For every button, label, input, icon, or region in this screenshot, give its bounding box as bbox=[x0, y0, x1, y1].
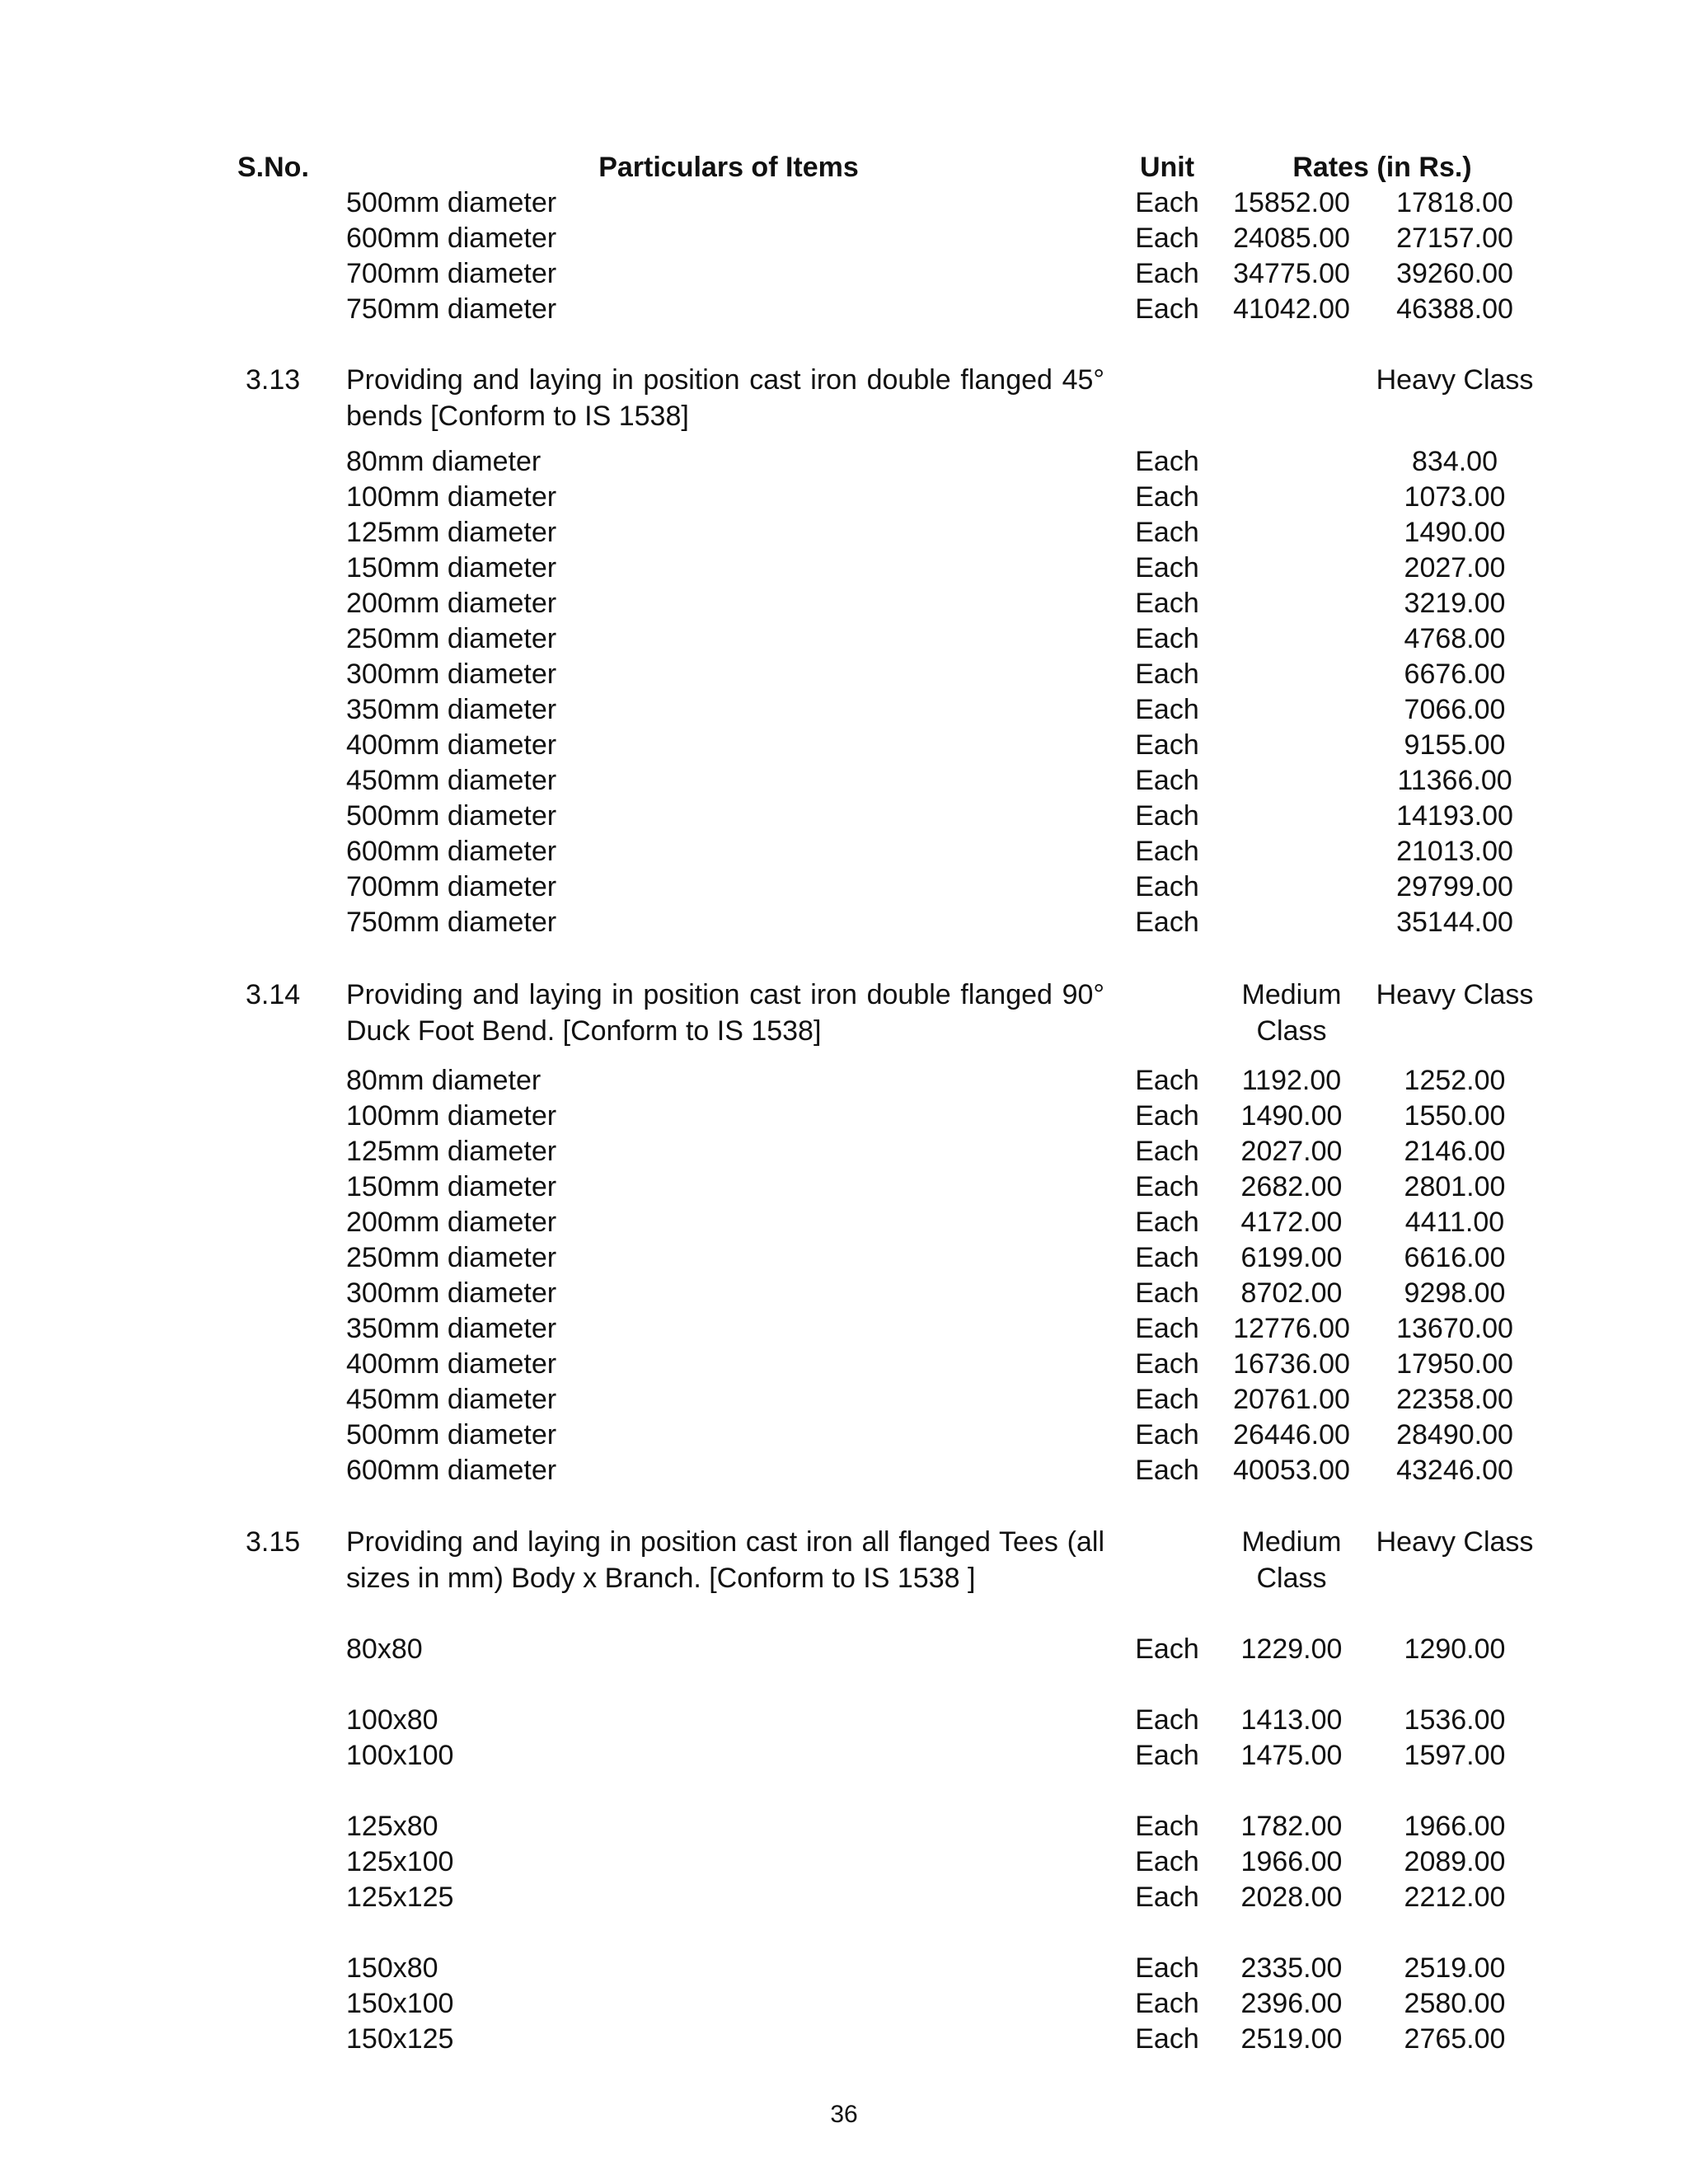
header-sno: S.No. bbox=[237, 152, 309, 183]
item-description: Providing and laying in position cast iron double flanged 90° Duck Foot Bend. [Conform to IS 1538] bbox=[346, 979, 1104, 1047]
row-rate-heavy: 7066.00 bbox=[1404, 694, 1506, 725]
row-unit: Each bbox=[1135, 258, 1199, 289]
row-rate-heavy: 6616.00 bbox=[1404, 1242, 1506, 1273]
row-unit: Each bbox=[1135, 1242, 1199, 1273]
row-unit: Each bbox=[1135, 1348, 1199, 1380]
row-unit: Each bbox=[1135, 1313, 1199, 1344]
table-row bbox=[0, 1381, 1688, 1418]
row-rate-medium: 15852.00 bbox=[1233, 187, 1350, 218]
row-unit: Each bbox=[1135, 1811, 1199, 1842]
row-unit: Each bbox=[1135, 1704, 1199, 1736]
row-rate-heavy: 4411.00 bbox=[1404, 1207, 1505, 1238]
row-unit: Each bbox=[1135, 2023, 1199, 2055]
row-description: 750mm diameter bbox=[346, 907, 557, 938]
row-unit: Each bbox=[1135, 1740, 1199, 1771]
row-rate-heavy: 17950.00 bbox=[1396, 1348, 1513, 1380]
row-description: 300mm diameter bbox=[346, 1277, 557, 1309]
table-row bbox=[0, 904, 1688, 940]
row-rate-medium: 24085.00 bbox=[1233, 223, 1350, 254]
row-description: 200mm diameter bbox=[346, 588, 557, 619]
row-description: 150x80 bbox=[346, 1952, 438, 1984]
row-unit: Each bbox=[1135, 1419, 1199, 1451]
row-unit: Each bbox=[1135, 1136, 1199, 1167]
row-rate-medium: 2027.00 bbox=[1240, 1136, 1343, 1167]
row-rate-heavy: 43246.00 bbox=[1396, 1455, 1513, 1486]
row-rate-medium: 20761.00 bbox=[1233, 1384, 1350, 1415]
row-rate-heavy: 2027.00 bbox=[1404, 552, 1506, 583]
row-rate-heavy: 28490.00 bbox=[1396, 1419, 1513, 1451]
row-unit: Each bbox=[1135, 623, 1199, 654]
row-rate-heavy: 17818.00 bbox=[1396, 187, 1513, 218]
row-rate-medium: 34775.00 bbox=[1233, 258, 1350, 289]
row-unit: Each bbox=[1135, 729, 1199, 761]
row-description: 80mm diameter bbox=[346, 446, 542, 477]
row-unit: Each bbox=[1135, 552, 1199, 583]
table-row bbox=[0, 727, 1688, 763]
row-description: 500mm diameter bbox=[346, 1419, 557, 1451]
row-unit: Each bbox=[1135, 1952, 1199, 1984]
row-rate-medium: 1413.00 bbox=[1240, 1704, 1343, 1736]
row-description: 600mm diameter bbox=[346, 1455, 557, 1486]
row-unit: Each bbox=[1135, 694, 1199, 725]
item-heading bbox=[0, 1524, 1688, 1596]
row-rate-medium: 2335.00 bbox=[1240, 1952, 1343, 1984]
row-description: 125mm diameter bbox=[346, 1136, 557, 1167]
row-description: 600mm diameter bbox=[346, 223, 557, 254]
table-row bbox=[0, 550, 1688, 586]
row-rate-medium: 41042.00 bbox=[1233, 293, 1350, 325]
item-number: 3.15 bbox=[246, 1526, 301, 1558]
row-description: 700mm diameter bbox=[346, 871, 557, 902]
table-row bbox=[0, 585, 1688, 621]
row-unit: Each bbox=[1135, 187, 1199, 218]
table-row bbox=[0, 1737, 1688, 1774]
row-rate-heavy: 46388.00 bbox=[1396, 293, 1513, 325]
row-description: 125x125 bbox=[346, 1882, 454, 1913]
row-rate-medium: 1782.00 bbox=[1240, 1811, 1343, 1842]
row-description: 80mm diameter bbox=[346, 1065, 542, 1096]
table-header bbox=[0, 149, 1688, 185]
row-description: 250mm diameter bbox=[346, 1242, 557, 1273]
row-rate-heavy: 2765.00 bbox=[1404, 2023, 1506, 2055]
row-description: 700mm diameter bbox=[346, 258, 557, 289]
row-rate-heavy: 1252.00 bbox=[1404, 1065, 1506, 1096]
table-row bbox=[0, 1879, 1688, 1915]
row-rate-heavy: 21013.00 bbox=[1396, 836, 1513, 867]
row-description: 200mm diameter bbox=[346, 1207, 557, 1238]
row-unit: Each bbox=[1135, 481, 1199, 513]
row-description: 400mm diameter bbox=[346, 1348, 557, 1380]
table-row bbox=[0, 1062, 1688, 1099]
row-rate-medium: 2396.00 bbox=[1240, 1988, 1343, 2019]
table-row bbox=[0, 1098, 1688, 1134]
column-label-medium: Medium Class bbox=[1241, 1526, 1342, 1594]
row-rate-heavy: 834.00 bbox=[1412, 446, 1498, 477]
item-number: 3.13 bbox=[246, 364, 301, 396]
table-row bbox=[0, 1950, 1688, 1986]
row-unit: Each bbox=[1135, 1207, 1199, 1238]
row-description: 600mm diameter bbox=[346, 836, 557, 867]
row-unit: Each bbox=[1135, 836, 1199, 867]
row-rate-medium: 1966.00 bbox=[1240, 1846, 1343, 1877]
row-description: 500mm diameter bbox=[346, 187, 557, 218]
header-rates: Rates (in Rs.) bbox=[1292, 152, 1472, 183]
row-description: 100mm diameter bbox=[346, 481, 557, 513]
row-unit: Each bbox=[1135, 1100, 1199, 1132]
row-rate-medium: 16736.00 bbox=[1233, 1348, 1350, 1380]
row-description: 80x80 bbox=[346, 1633, 423, 1665]
table-row bbox=[0, 691, 1688, 728]
column-label-heavy: Heavy Class bbox=[1376, 364, 1534, 396]
item-number: 3.14 bbox=[246, 979, 301, 1010]
row-rate-medium: 1475.00 bbox=[1240, 1740, 1343, 1771]
table-row bbox=[0, 514, 1688, 551]
table-row bbox=[0, 1844, 1688, 1880]
item-heading bbox=[0, 362, 1688, 434]
row-description: 150mm diameter bbox=[346, 1171, 557, 1202]
row-unit: Each bbox=[1135, 800, 1199, 832]
row-unit: Each bbox=[1135, 223, 1199, 254]
row-rate-heavy: 11366.00 bbox=[1397, 765, 1512, 796]
row-rate-heavy: 1550.00 bbox=[1404, 1100, 1506, 1132]
row-description: 150mm diameter bbox=[346, 552, 557, 583]
table-row bbox=[0, 1133, 1688, 1169]
row-description: 100mm diameter bbox=[346, 1100, 557, 1132]
row-description: 350mm diameter bbox=[346, 694, 557, 725]
page-number: 36 bbox=[830, 2101, 858, 2128]
row-rate-heavy: 2580.00 bbox=[1404, 1988, 1506, 2019]
row-description: 500mm diameter bbox=[346, 800, 557, 832]
row-rate-heavy: 9298.00 bbox=[1404, 1277, 1506, 1309]
table-row bbox=[0, 1275, 1688, 1311]
row-description: 125x80 bbox=[346, 1811, 438, 1842]
row-unit: Each bbox=[1135, 293, 1199, 325]
table-row bbox=[0, 2021, 1688, 2057]
row-rate-heavy: 13670.00 bbox=[1396, 1313, 1513, 1344]
table-row bbox=[0, 1240, 1688, 1276]
row-rate-heavy: 6676.00 bbox=[1404, 658, 1506, 690]
row-rate-heavy: 2089.00 bbox=[1404, 1846, 1506, 1877]
row-unit: Each bbox=[1135, 765, 1199, 796]
row-rate-heavy: 3219.00 bbox=[1404, 588, 1506, 619]
row-rate-heavy: 39260.00 bbox=[1396, 258, 1513, 289]
row-description: 125mm diameter bbox=[346, 517, 557, 548]
row-rate-medium: 6199.00 bbox=[1240, 1242, 1343, 1273]
row-unit: Each bbox=[1135, 658, 1199, 690]
table-row bbox=[0, 1452, 1688, 1488]
table-row bbox=[0, 798, 1688, 834]
row-description: 250mm diameter bbox=[346, 623, 557, 654]
table-row bbox=[0, 1169, 1688, 1205]
row-rate-medium: 12776.00 bbox=[1233, 1313, 1350, 1344]
row-description: 350mm diameter bbox=[346, 1313, 557, 1344]
item-heading bbox=[0, 977, 1688, 1049]
table-row bbox=[0, 656, 1688, 692]
row-unit: Each bbox=[1135, 517, 1199, 548]
row-description: 450mm diameter bbox=[346, 1384, 557, 1415]
row-rate-heavy: 9155.00 bbox=[1404, 729, 1506, 761]
item-description: Providing and laying in position cast iron all flanged Tees (all sizes in mm) Body x Branch. [Conform to IS 1538 ] bbox=[346, 1526, 1104, 1594]
row-rate-medium: 2519.00 bbox=[1240, 2023, 1343, 2055]
table-row bbox=[0, 1346, 1688, 1382]
row-unit: Each bbox=[1135, 1384, 1199, 1415]
table-row bbox=[0, 220, 1688, 256]
row-unit: Each bbox=[1135, 1988, 1199, 2019]
table-row bbox=[0, 1702, 1688, 1738]
row-unit: Each bbox=[1135, 588, 1199, 619]
header-unit: Unit bbox=[1139, 152, 1195, 183]
row-rate-heavy: 1490.00 bbox=[1404, 517, 1506, 548]
row-description: 150x125 bbox=[346, 2023, 454, 2055]
table-row bbox=[0, 1204, 1688, 1240]
row-unit: Each bbox=[1135, 1065, 1199, 1096]
row-unit: Each bbox=[1135, 446, 1199, 477]
row-description: 125x100 bbox=[346, 1846, 454, 1877]
row-unit: Each bbox=[1135, 1882, 1199, 1913]
row-rate-medium: 1229.00 bbox=[1240, 1633, 1343, 1665]
row-rate-medium: 4172.00 bbox=[1240, 1207, 1343, 1238]
row-description: 100x80 bbox=[346, 1704, 438, 1736]
row-description: 450mm diameter bbox=[346, 765, 557, 796]
row-rate-heavy: 2801.00 bbox=[1404, 1171, 1506, 1202]
row-rate-heavy: 2519.00 bbox=[1404, 1952, 1506, 1984]
row-unit: Each bbox=[1135, 1455, 1199, 1486]
table-row bbox=[0, 1310, 1688, 1347]
row-rate-heavy: 1536.00 bbox=[1404, 1704, 1506, 1736]
table-row bbox=[0, 621, 1688, 657]
column-label-heavy: Heavy Class bbox=[1376, 979, 1534, 1010]
row-unit: Each bbox=[1135, 1633, 1199, 1665]
row-description: 100x100 bbox=[346, 1740, 454, 1771]
row-rate-medium: 26446.00 bbox=[1233, 1419, 1350, 1451]
row-rate-heavy: 2212.00 bbox=[1404, 1882, 1506, 1913]
table-row bbox=[0, 1808, 1688, 1844]
row-rate-heavy: 1966.00 bbox=[1404, 1811, 1506, 1842]
row-rate-medium: 1490.00 bbox=[1240, 1100, 1343, 1132]
row-rate-heavy: 2146.00 bbox=[1404, 1136, 1506, 1167]
row-unit: Each bbox=[1135, 907, 1199, 938]
row-description: 150x100 bbox=[346, 1988, 454, 2019]
row-rate-heavy: 1597.00 bbox=[1404, 1740, 1506, 1771]
table-row bbox=[0, 1631, 1688, 1667]
table-row bbox=[0, 255, 1688, 292]
row-rate-heavy: 4768.00 bbox=[1404, 623, 1506, 654]
table-row bbox=[0, 443, 1688, 480]
row-rate-heavy: 35144.00 bbox=[1396, 907, 1513, 938]
table-row bbox=[0, 185, 1688, 221]
table-row bbox=[0, 762, 1688, 799]
row-rate-heavy: 1073.00 bbox=[1404, 481, 1506, 513]
row-description: 300mm diameter bbox=[346, 658, 557, 690]
row-rate-heavy: 22358.00 bbox=[1396, 1384, 1513, 1415]
row-unit: Each bbox=[1135, 871, 1199, 902]
row-rate-heavy: 27157.00 bbox=[1396, 223, 1513, 254]
header-particulars: Particulars of Items bbox=[598, 152, 859, 183]
column-label-medium: Medium Class bbox=[1241, 979, 1342, 1047]
row-rate-medium: 1192.00 bbox=[1241, 1065, 1342, 1096]
row-rate-heavy: 29799.00 bbox=[1396, 871, 1513, 902]
row-rate-medium: 2028.00 bbox=[1240, 1882, 1343, 1913]
row-description: 400mm diameter bbox=[346, 729, 557, 761]
row-description: 750mm diameter bbox=[346, 293, 557, 325]
row-rate-heavy: 1290.00 bbox=[1404, 1633, 1506, 1665]
row-unit: Each bbox=[1135, 1846, 1199, 1877]
row-rate-medium: 40053.00 bbox=[1233, 1455, 1350, 1486]
row-rate-heavy: 14193.00 bbox=[1396, 800, 1513, 832]
item-description: Providing and laying in position cast iron double flanged 45° bends [Conform to IS 1538] bbox=[346, 364, 1104, 432]
row-rate-medium: 2682.00 bbox=[1240, 1171, 1343, 1202]
table-row bbox=[0, 479, 1688, 515]
column-label-heavy: Heavy Class bbox=[1376, 1526, 1534, 1558]
table-row bbox=[0, 869, 1688, 905]
table-row bbox=[0, 1417, 1688, 1453]
table-row bbox=[0, 833, 1688, 869]
table-row bbox=[0, 291, 1688, 327]
row-rate-medium: 8702.00 bbox=[1240, 1277, 1343, 1309]
row-unit: Each bbox=[1135, 1171, 1199, 1202]
table-row bbox=[0, 1985, 1688, 2022]
row-unit: Each bbox=[1135, 1277, 1199, 1309]
